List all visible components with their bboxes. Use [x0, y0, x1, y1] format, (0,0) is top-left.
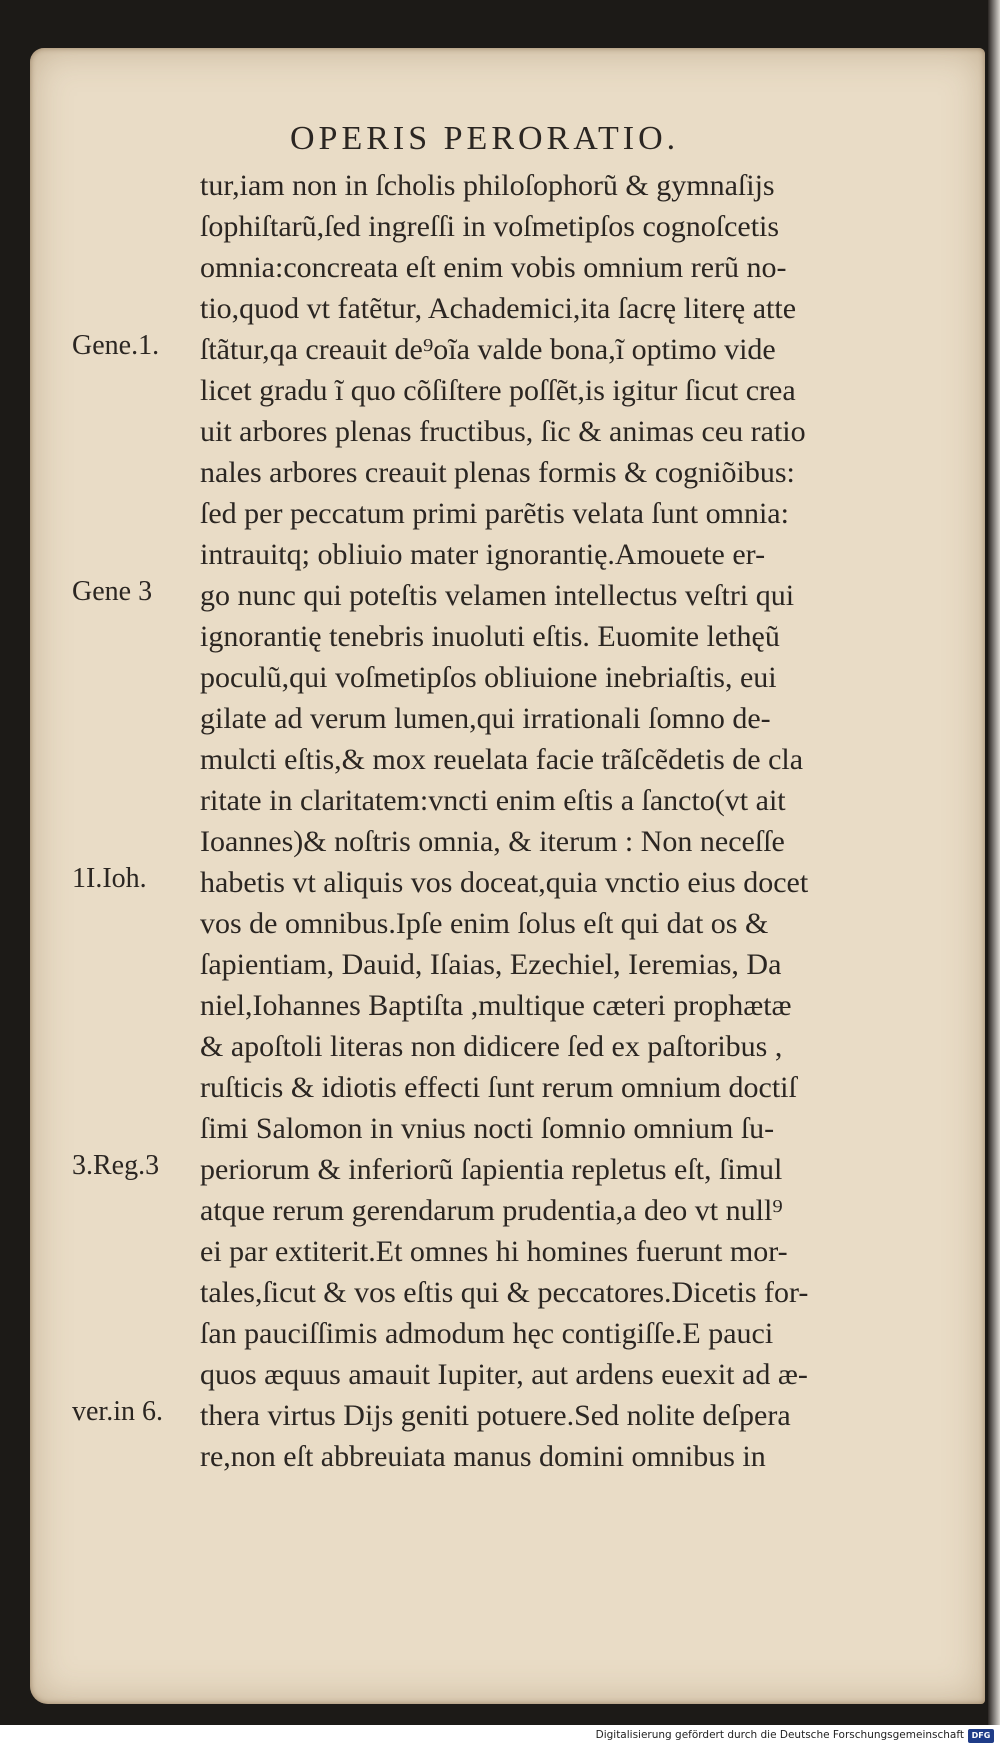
- text-line: ſed per peccatum primi parẽtis velata ſunt omnia:: [200, 497, 789, 530]
- text-line: atque rerum gerendarum prudentia,a deo vt null⁹: [200, 1194, 783, 1227]
- text-line: tur,iam non in ſcholis philoſophorũ & gymnaſijs: [200, 169, 775, 202]
- dfg-logo: DFG: [968, 1729, 994, 1743]
- text-line: periorum & inferiorũ ſapientia repletus eſt, ſimul: [200, 1153, 783, 1186]
- marginal-note: 1I.Ioh.: [72, 863, 147, 894]
- text-line: poculũ,qui voſmetipſos obliuione inebriaſtis, eui: [200, 661, 777, 694]
- text-line: go nunc qui poteſtis velamen intellectus veſtri qui: [200, 579, 795, 612]
- marginal-note: 3.Reg.3: [72, 1150, 160, 1181]
- text-line: niel,Iohannes Baptiſta ,multique cæteri prophætæ: [200, 989, 792, 1022]
- text-line: ſtãtur,qa creauit de⁹oĩa valde bona,ĩ optimo vide: [200, 333, 776, 366]
- text-line: nales arbores creauit plenas formis & cogniõibus:: [200, 456, 795, 489]
- text-line: ſimi Salomon in vnius nocti ſomnio omnium ſu-: [200, 1112, 775, 1145]
- text-line: mulcti eſtis,& mox reuelata facie trãſcẽdetis de cla: [200, 743, 804, 776]
- body-text: [200, 165, 920, 1477]
- text-line: ſophiſtarũ,ſed ingreſſi in voſmetipſos cognoſcetis: [200, 210, 780, 243]
- text-line: licet gradu ĩ quo cõſiſtere poſſẽt,is igitur ſicut crea: [200, 374, 796, 407]
- text-line: intrauitq; obliuio mater ignorantię.Amouete er-: [200, 538, 766, 571]
- marginal-note: ver.in 6.: [72, 1396, 163, 1427]
- text-line: ignorantię tenebris inuoluti eſtis. Euomite lethęũ: [200, 620, 780, 653]
- text-line: ei par extiterit.Et omnes hi homines fuerunt mor-: [200, 1235, 788, 1268]
- text-line: re,non eſt abbreuiata manus domini omnibus in: [200, 1440, 766, 1473]
- text-line: vos de omnibus.Ipſe enim ſolus eſt qui dat os &: [200, 907, 769, 940]
- text-line: uit arbores plenas fructibus, ſic & animas ceu ratio: [200, 415, 806, 448]
- running-head: OPERIS PERORATIO.: [290, 120, 680, 157]
- text-line: omnia:concreata eſt enim vobis omnium rerũ no-: [200, 251, 787, 284]
- text-line: ſan pauciſſimis admodum hęc contigiſſe.E pauci: [200, 1317, 774, 1350]
- text-line: habetis vt aliquis vos doceat,quia vnctio eius docet: [200, 866, 809, 899]
- text-line: & apoſtoli literas non didicere ſed ex paſtoribus ,: [200, 1030, 783, 1063]
- text-line: thera virtus Dijs geniti potuere.Sed nolite deſpera: [200, 1399, 791, 1432]
- text-line: ſapientiam, Dauid, Iſaias, Ezechiel, Ieremias, Da: [200, 948, 782, 981]
- funding-credit: Digitalisierung gefördert durch die Deutsche Forschungsgemeinschaft: [595, 1729, 964, 1741]
- text-line: ritate in claritatem:vncti enim eſtis a ſancto(vt ait: [200, 784, 786, 817]
- text-line: ruſticis & idiotis effecti ſunt rerum omnium doctiſ: [200, 1071, 797, 1104]
- text-line: Ioannes)& noſtris omnia, & iterum : Non neceſſe: [200, 825, 785, 858]
- marginal-note: Gene.1.: [72, 330, 160, 361]
- text-line: gilate ad verum lumen,qui irrationali ſomno de-: [200, 702, 771, 735]
- text-line: quos æquus amauit Iupiter, aut ardens euexit ad æ-: [200, 1358, 808, 1391]
- footer-bar: [0, 1727, 1000, 1746]
- text-line: tio,quod vt fatẽtur, Achademici,ita ſacrę literę atte: [200, 292, 797, 325]
- scan-edge: [988, 0, 1000, 1725]
- text-line: tales,ſicut & vos eſtis qui & peccatores.Dicetis for-: [200, 1276, 809, 1309]
- marginal-note: Gene 3: [72, 576, 153, 607]
